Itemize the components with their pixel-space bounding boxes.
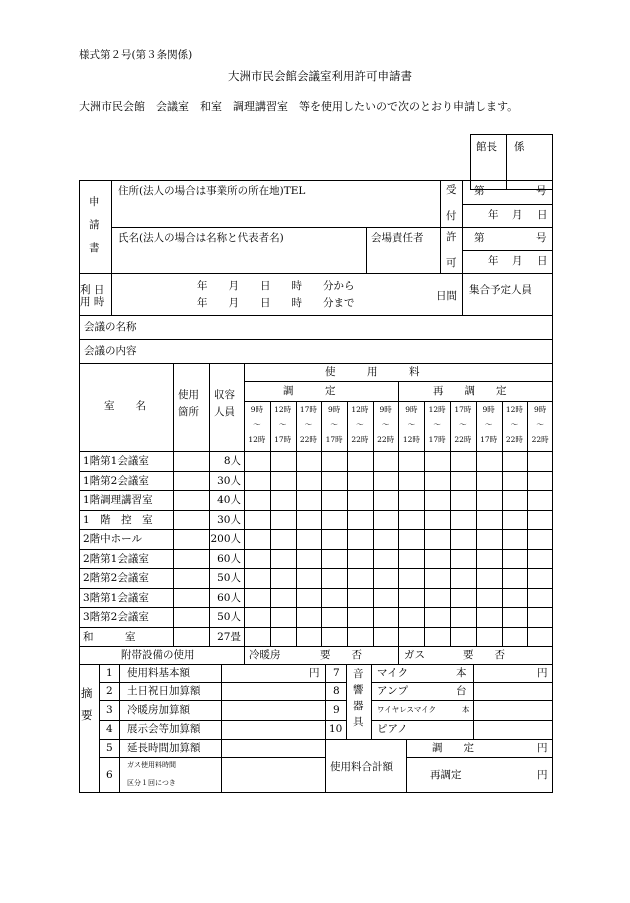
permit-year: 年 [488,255,499,267]
room-capacity: 50人 [217,572,241,584]
receipt-no-suffix: 号 [536,185,547,197]
item-label-2: 土日祝日加算額 [127,685,201,697]
room-capacity: 30人 [217,474,241,487]
permit-day: 日 [537,255,548,267]
slot-start-12: 9時 [533,405,547,414]
address-label: 住所(法人の場合は事業所の所在地)TEL [118,185,306,197]
item-label-1: 使用料基本額 [127,667,190,679]
slot-start-8: 12時 [428,405,446,414]
adjust-header: 調 定 [283,385,336,397]
use-place-header-1: 使用 [178,389,199,401]
slot-tilde-1: 〜 [253,420,261,429]
slot-tilde-4: 〜 [330,420,338,429]
equip-wireless-unit: 本 [462,705,470,714]
total-readjust-label: 再調定 [430,769,462,781]
sound-label-4: 具 [353,716,364,728]
days-label: 日間 [436,290,457,302]
fee-header: 使 用 料 [325,366,420,378]
permit-no-suffix: 号 [536,232,547,244]
equip-amp-unit: 台 [456,685,467,697]
permit-no-prefix: 第 [474,232,485,244]
people-label: 集合予定人員 [469,284,532,296]
item-no-3: 3 [106,704,113,716]
slot-start-5: 12時 [351,405,369,414]
slot-start-9: 17時 [454,405,472,414]
slot-tilde-11: 〜 [510,420,519,429]
item-label-4: 展示会等加算額 [127,723,201,735]
responsible-label: 会場責任者 [371,232,424,244]
room-name: 3階第1会議室 [83,591,149,604]
slot-start-7: 9時 [405,405,418,414]
capacity-header-1: 収容 [214,389,235,401]
room-name: 3階第2会議室 [83,611,149,623]
right-no-9: 9 [333,704,340,716]
facilities-label: 附帯設備の使用 [121,649,195,661]
total-adjust-label: 調 定 [432,742,474,754]
total-adjust-yen: 円 [537,742,548,754]
staff-label: 係 [514,141,525,153]
schedule-label-2: 用 時 [80,296,105,308]
room-capacity: 60人 [217,591,241,604]
room-name-header: 室 名 [104,400,146,412]
receipt-year: 年 [488,209,499,221]
item-no-6: 6 [106,769,113,781]
item-no-2: 2 [106,685,113,697]
room-name: 1階第2会議室 [83,474,149,487]
slot-start-1: 9時 [250,405,264,414]
heating-label: 冷暖房 [249,649,281,661]
readjust-header: 再 調 定 [433,385,507,397]
right-no-7: 7 [333,667,340,679]
room-capacity: 40人 [217,494,241,506]
slot-end-7: 12時 [402,435,420,444]
slot-tilde-12: 〜 [536,420,544,429]
room-capacity: 60人 [217,552,241,565]
form-number: 様式第２号(第３条関係) [79,49,193,61]
name-label: 氏名(法人の場合は名称と代表者名) [118,232,284,244]
heating-option: 要 否 [320,649,362,661]
slot-tilde-3: 〜 [304,420,313,429]
slot-start-10: 9時 [482,405,495,414]
right-no-8: 8 [333,685,340,697]
item-label-6-line2: 区分１回につき [127,779,176,787]
gas-label: ガス [404,649,425,661]
item-label-5: 延長時間加算額 [127,742,201,754]
slot-end-4: 17時 [325,435,343,444]
slot-start-11: 12時 [505,405,523,414]
item-no-5: 5 [106,742,113,754]
room-capacity: 27畳 [217,630,241,643]
slot-start-6: 9時 [379,405,392,414]
gas-option: 要 否 [463,649,505,661]
sound-label-1: 音 [353,668,364,680]
slot-tilde-10: 〜 [484,420,493,429]
receipt-day: 日 [537,209,548,221]
room-name: 2階第1会議室 [83,552,149,565]
slot-end-1: 12時 [248,435,266,444]
slot-end-2: 17時 [274,435,292,444]
applicant-label-2: 請 [89,219,100,231]
slot-end-6: 22時 [377,435,395,444]
receipt-label-2: 付 [446,210,457,222]
slot-tilde-6: 〜 [381,420,390,429]
receipt-no-prefix: 第 [474,185,485,197]
slot-tilde-8: 〜 [433,420,441,429]
total-readjust-yen: 円 [537,769,548,781]
sound-label-2: 響 [353,684,364,696]
item-yen-1: 円 [309,667,320,679]
permit-label-2: 可 [446,257,457,269]
applicant-label-1: 申 [89,196,100,208]
item-no-4: 4 [106,723,113,735]
slot-start-4: 9時 [327,405,341,414]
intro-text: 大洲市民会館 会議室 和室 調理講習室 等を使用したいので次のとおり申請します。 [79,100,519,113]
slot-start-3: 17時 [299,405,317,414]
slot-tilde-2: 〜 [278,420,287,429]
receipt-label-1: 受 [446,184,457,196]
equip-mic-unit: 本 [456,667,467,679]
room-name: 1 階 控 室 [83,513,153,526]
equip-amp: アンプ [377,685,409,697]
document-title: 大洲市民会館会議室利用許可申請書 [228,69,412,83]
room-capacity: 30人 [217,513,241,526]
schedule-to: 年 月 日 時 分まで [197,297,355,309]
slot-end-10: 17時 [480,435,498,444]
room-name: 1階第1会議室 [83,455,149,467]
use-place-header-2: 箇所 [178,406,199,418]
slot-tilde-5: 〜 [356,420,364,429]
capacity-header-2: 人員 [214,406,235,418]
slot-end-5: 22時 [351,435,369,444]
equip-wireless-mic: ワイヤレスマイク [377,705,437,714]
equip-piano: ピアノ [377,723,408,735]
right-no-10: 10 [329,723,343,735]
permit-label-1: 許 [446,231,457,243]
schedule-label-1: 利 日 [80,284,105,296]
chief-label: 館長 [476,141,497,153]
slot-start-2: 12時 [274,405,292,414]
sound-label-3: 器 [353,700,364,712]
room-name: 2階中ホール [83,533,142,545]
room-capacity: 50人 [217,611,241,623]
item-label-3: 冷暖房加算額 [127,704,190,716]
slot-tilde-7: 〜 [407,420,416,429]
room-name: 1階調理講習室 [83,494,153,506]
room-name: 2階第2会議室 [83,572,149,584]
equip-mic: マイク [377,667,409,679]
application-form [79,180,553,793]
meeting-content-label: 会議の内容 [84,345,137,357]
room-capacity: 200人 [210,533,241,545]
slot-end-9: 22時 [454,435,472,444]
meeting-name-label: 会議の名称 [84,321,137,333]
slot-tilde-9: 〜 [459,420,467,429]
equip-mic-yen: 円 [537,667,548,679]
item-label-6-line1: ガス使用料時間 [127,761,176,769]
item-no-1: 1 [106,667,113,679]
receipt-month: 月 [512,209,523,221]
slot-end-3: 22時 [299,435,317,444]
applicant-label-3: 書 [89,242,100,254]
total-label: 使用料合計額 [330,761,393,773]
permit-month: 月 [512,255,523,267]
summary-label-1: 摘 [81,686,93,700]
slot-end-11: 22時 [505,435,523,444]
room-name: 和 室 [83,630,136,643]
slot-end-8: 17時 [428,435,446,444]
schedule-from: 年 月 日 時 分から [197,280,355,292]
summary-label-2: 要 [81,708,93,722]
room-capacity: 8人 [223,455,241,467]
slot-end-12: 22時 [531,435,549,444]
